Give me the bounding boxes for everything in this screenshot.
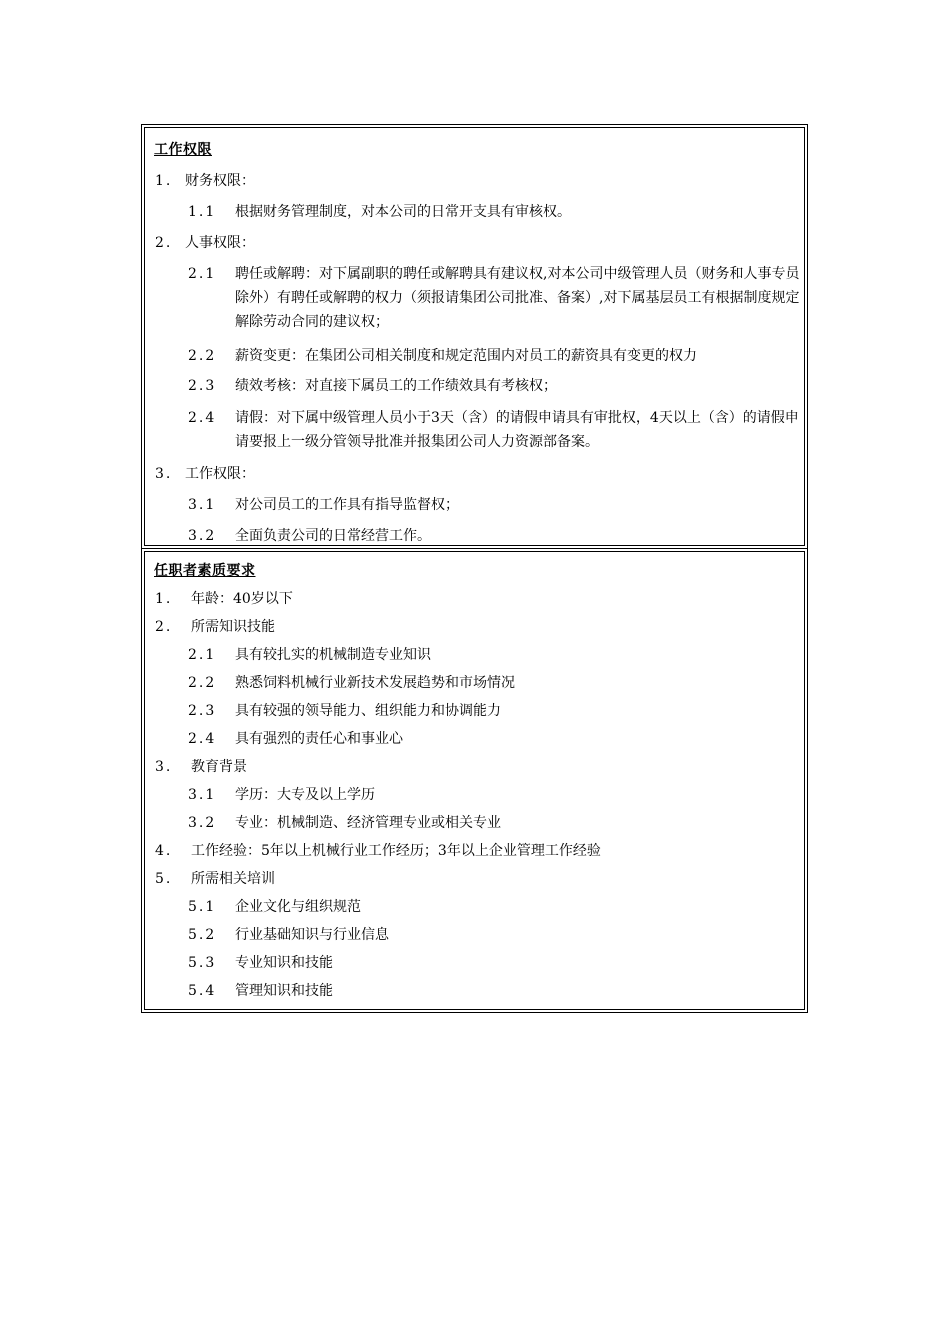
qualification-section: 任职者素质要求 1. 年龄：40岁以下 2. 所需知识技能 2.1 具有较扎实的机械制造专业知识 2.2 熟悉饲料机械行业新技术发展趋势和市场情况 2.3 具有较强的领导能力、组织能力和协调能力 2.4 具有强烈的责任心和事业心 3. 教育背景 3.1 学历：大专及以上学历 3.2 专业：机械制造、经济管理专业或相关专业 4. 工作经验：5年以上机械行业工作经历；3年以上企业管理工作经验 5. 所需相关培训 5.1 企业文化与组织规范 5.2 行业基础知识与行业信息 5.3 专业知识和技能 5.4 管理知识和技能 [141,548,808,1013]
qualification-title: 任职者素质要求 [154,563,256,579]
authority-section: 工作权限 1. 财务权限： 1.1 根据财务管理制度，对本公司的日常开支具有审核权。 2. 人事权限： 2.1 聘任或解聘：对下属副职的聘任或解聘具有建议权,对本公司中级管理人员（财务和人事专员除外）有聘任或解聘的权力（须报请集团公司批准、备案）,对下属基层员工有根据制度规定解除劳动合同的建议权； 2.2 薪资变更：在集团公司相关制度和规定范围内对员工的薪资具有变更的权力 2.3 绩效考核：对直接下属员工的工作绩效具有考核权； 2.4 请假：对下属中级管理人员小于3天（含）的请假申请具有审批权，4天以上（含）的请假申请要报上一级分管领导批准并报集团公司人力资源部备案。 3. 工作权限： 3.1 对公司员工的工作具有指导监督权； 3.2 全面负责公司的日常经营工作。 [141,124,808,549]
job-description-table [141,124,808,1013]
authority-title: 工作权限 [154,142,212,158]
